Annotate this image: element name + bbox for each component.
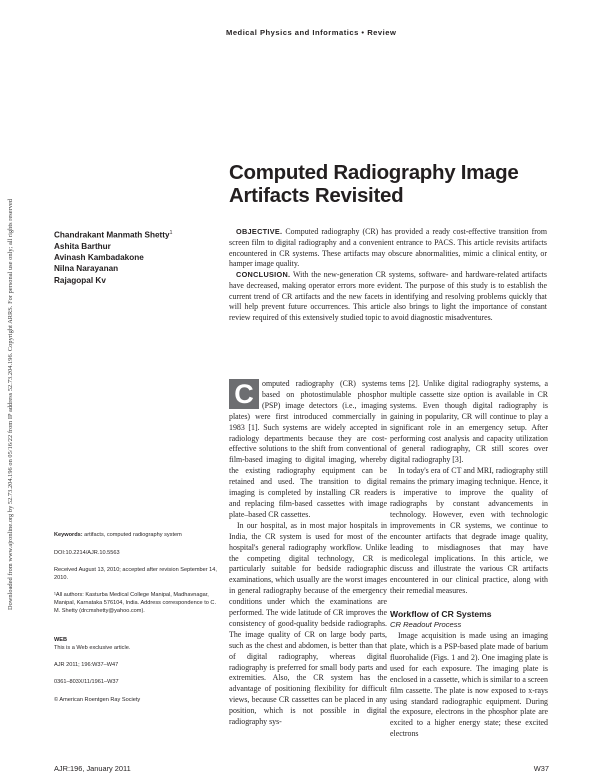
body-column-1	[229, 379, 387, 728]
footer-journal: AJR:196, January 2011	[54, 764, 131, 773]
body-column-2	[390, 379, 548, 740]
download-notice	[7, 90, 17, 610]
author: Chandrakant Manmath Shetty$^1$	[54, 230, 173, 240]
article-title	[229, 161, 559, 207]
title-line-2: Artifacts Revisited	[229, 184, 404, 207]
objective-text: Computed radiography (CR) has provided a ready cost-effective transition from screen film to digital radiography and a convenient entrance to PACS. This article revisits artifacts encountered in CR systems. These artifacts may obscure abnormalities, mimic a clinical entity, or hamper image quality.	[229, 227, 547, 269]
body-paragraph: Image acquisition is made using an imaging plate, which is a PSP-based plate made of barium fluorohalide (Figs. 1 and 2). One imaging plate is used for each exposure. The imaging plate is enclosed in a cassette, which is similar to a screen film cassette. The plate is now exposed to x-rays using standard radiographic equipment. During the exposure, electrons in the phosphor plate are excited to a higher energy state; these excited electrons	[390, 631, 548, 739]
copyright: © American Roentgen Ray Society	[54, 697, 141, 703]
conclusion-text: With the new-generation CR systems, software- and hardware-related artifacts have decreased, making operator errors more evident. The purpose of this study is to establish the current trend of CR artifacts and the new facets in identifying and resolving problems quickly that will help prevent future occurrences. This article also brings to light the importance of constant review required of this extensively studied topic to avoid diagnostic misadventures.	[229, 270, 547, 322]
download-notice-text: Downloaded from www.ajronline.org by 52.73.204.196 on 05/16/22 from IP address 52.73.204.196. Copyright ARRS. For personal use only; all rights reserved	[7, 198, 14, 610]
affiliation: ¹All authors: Kasturba Medical College Manipal, Madhavnagar, Manipal, Karnataka 576104, India. Address correspondence to C. M. Shetty (drcmshetty@yahoo.com).	[54, 592, 217, 614]
title-line-1: Computed Radiography Image	[229, 161, 519, 184]
body-paragraph: tems [2]. Unlike digital radiography systems, a multiple cassette size option is available in CR systems. Even though digital radiography is gaining in popularity, CR will continue to play a significant role in an emergency setup. After performing cost analysis and capacity utilization of general radiography, CR still scores over digital radiography [3].	[390, 379, 548, 465]
body-paragraph: In today's era of CT and MRI, radiography still remains the primary imaging technique. Hence, it is imperative to improve the quality of radiographs by constant advancements in technology. However, even with technologic improvements in CR systems, we continue to encounter artifacts that degrade image quality, leading to misdiagnoses that may have medicolegal implications. In this article, we discuss and illustrate the various CR artifacts encountered in our clinical practice, along with their remedial measures.	[390, 466, 548, 596]
author: Avinash Kambadakone	[54, 253, 144, 263]
section-header: Medical Physics and Informatics • Review	[226, 28, 397, 37]
issn: 0361–803X/11/1961–W37	[54, 679, 119, 685]
abstract-objective	[229, 227, 547, 270]
conclusion-label: CONCLUSION.	[236, 270, 291, 279]
web-label: WEB	[54, 637, 68, 643]
author-list	[54, 228, 219, 286]
doi: DOI:10.2214/AJR.10.5563	[54, 550, 120, 556]
citation: AJR 2011; 196:W37–W47	[54, 662, 119, 668]
web-note: This is a Web exclusive article.	[54, 645, 131, 651]
author: Nilna Narayanan	[54, 264, 119, 274]
received-date: Received August 13, 2010; accepted after revision September 14, 2010.	[54, 567, 217, 581]
page-number: W37	[533, 764, 549, 773]
subsection-heading: CR Readout Process	[390, 620, 462, 630]
body-paragraph: C omputed radiography (CR) systems based on photostimulable phosphor (PSP) image detectors (i.e., imaging plates) were first introduced commercially in 1983 [1]. Such systems are widely accepted in radiology departments because they are cost-effective solutions to the shift from conventional film-based imaging to digital imaging, whereby the existing radiography equipment can be retained and used. The transition to digital imaging is completed by installing CR readers and replacing film-based cassettes with image plate–based CR cassettes.	[229, 379, 387, 519]
objective-label: OBJECTIVE.	[236, 227, 283, 236]
author: Rajagopal Kv	[54, 275, 106, 285]
body-paragraph: In our hospital, as in most major hospitals in India, the CR system is used for most of the hospital's general radiography workflow. Unlike the competing digital technology, CR is particularly suitable for bedside radiographic examinations, which usually are the worst images in general radiography because of the emergency conditions under which the examinations are performed. The wide latitude of CR improves the consistency of good-quality bedside radiographs. The image quality of CR on large body parts, such as the chest and abdomen, is better than that of digital radiography, whereas digital radiography is preferred for small body parts and extremities. Also, the CR system has the advantage of positioning flexibility for difficult views, because CR cassettes can be placed in any position, which is not possible in digital radiography sys-	[229, 520, 387, 727]
abstract	[229, 227, 547, 324]
keywords: Keywords: artifacts, computed radiography system	[54, 532, 182, 538]
drop-cap: C	[229, 379, 259, 409]
author: Ashita Barthur	[54, 241, 111, 251]
abstract-conclusion	[229, 270, 547, 324]
section-heading: Workflow of CR Systems	[390, 609, 492, 620]
